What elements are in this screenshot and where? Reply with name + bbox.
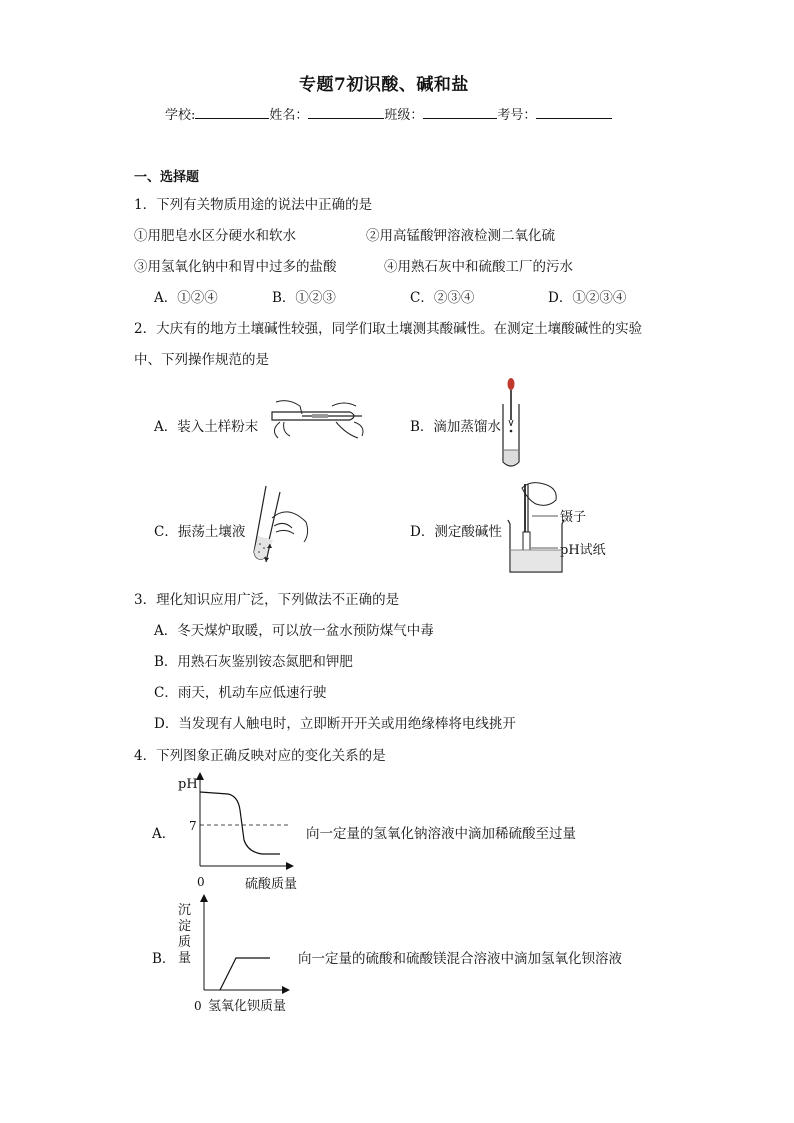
graph-a-origin: 0 <box>197 875 205 889</box>
id-label: 考号： <box>497 108 537 123</box>
q4-stem: 4．下列图象正确反映对应的变化关系的是 <box>134 748 386 764</box>
q1-stem: 1．下列有关物质用途的说法中正确的是 <box>134 197 373 213</box>
graph-b-y-char-2: 淀 <box>178 919 192 934</box>
q1-statement-2: ②用高锰酸钾溶液检测二氧化硫 <box>366 228 555 244</box>
name-label: 姓名： <box>269 108 309 123</box>
graph-b-y-char-3: 质 <box>178 935 192 950</box>
q4-option-a-desc: 向一定量的氢氧化钠溶液中滴加稀硫酸至过量 <box>306 826 576 842</box>
q3-option-a[interactable]: A．冬天煤炉取暖，可以放一盆水预防煤气中毒 <box>154 623 434 639</box>
tweezers-label: 镊子 <box>560 510 587 525</box>
q2-option-c[interactable]: C．振荡土壤液 <box>154 524 246 540</box>
q1-option-c[interactable]: C．②③④ <box>410 290 475 306</box>
graph-a-curve <box>200 792 280 854</box>
graph-b-origin: 0 <box>194 999 202 1013</box>
q4-option-b-desc: 向一定量的硫酸和硫酸镁混合溶液中滴加氢氧化钡溶液 <box>298 951 622 967</box>
shaking-tube-figure <box>248 482 318 568</box>
q1-statement-1: ①用肥皂水区分硬水和软水 <box>134 228 296 244</box>
q4-graph-a <box>176 770 316 894</box>
class-blank[interactable] <box>423 106 497 119</box>
student-info-line <box>165 104 612 123</box>
q3-option-d[interactable]: D．当发现有人触电时，立即断开开关或用绝缘棒将电线挑开 <box>154 716 516 732</box>
ph-paper-label: pH试纸 <box>560 543 606 558</box>
q3-stem: 3．理化知识应用广泛，下列做法不正确的是 <box>134 592 400 608</box>
test-tube-powder-figure <box>262 392 372 442</box>
q2-option-d[interactable]: D．测定酸碱性 <box>410 524 502 540</box>
graph-a-y-label: pH <box>178 777 198 792</box>
q1-statement-3: ③用氢氧化钠中和胃中过多的盐酸 <box>134 259 337 275</box>
school-label: 学校: <box>165 108 196 123</box>
class-label: 班级： <box>384 108 424 123</box>
id-blank[interactable] <box>536 106 612 119</box>
graph-b-y-char-1: 沉 <box>178 903 192 918</box>
q1-statement-4: ④用熟石灰中和硫酸工厂的污水 <box>384 259 573 275</box>
graph-a-x-label: 硫酸质量 <box>245 877 298 892</box>
q2-stem-line1: 2．大庆有的地方土壤碱性较强，同学们取土壤测其酸碱性。在测定土壤酸碱性的实验 <box>134 321 643 337</box>
q2-stem-line2: 中、下列操作规范的是 <box>134 352 269 368</box>
q1-option-d[interactable]: D．①②③④ <box>548 290 627 306</box>
section-heading: 一、选择题 <box>134 170 200 185</box>
q4-option-b-label[interactable]: B． <box>152 951 176 967</box>
dropper-test-tube-figure <box>496 376 526 472</box>
q3-option-c[interactable]: C．雨天，机动车应低速行驶 <box>154 685 327 701</box>
graph-b-x-label: 氢氧化钡质量 <box>208 999 287 1014</box>
name-blank[interactable] <box>308 106 384 119</box>
q4-option-a-label[interactable]: A． <box>152 826 176 842</box>
graph-b-y-char-4: 量 <box>178 951 192 966</box>
page-title: 专题7初识酸、碱和盐 <box>299 75 469 95</box>
q1-option-b[interactable]: B．①②③ <box>272 290 336 306</box>
q2-option-a[interactable]: A．装入土样粉末 <box>154 419 259 435</box>
q1-option-a[interactable]: A．①②④ <box>154 290 218 306</box>
school-blank[interactable] <box>195 106 269 119</box>
q4-graph-b <box>172 892 312 1022</box>
graph-a-tick-7: 7 <box>189 819 197 833</box>
q2-option-b[interactable]: B．滴加蒸馏水 <box>410 419 501 435</box>
graph-b-curve <box>220 958 270 990</box>
beaker-tweezers-figure <box>504 478 624 578</box>
q3-option-b[interactable]: B．用熟石灰鉴别铵态氮肥和钾肥 <box>154 654 353 670</box>
